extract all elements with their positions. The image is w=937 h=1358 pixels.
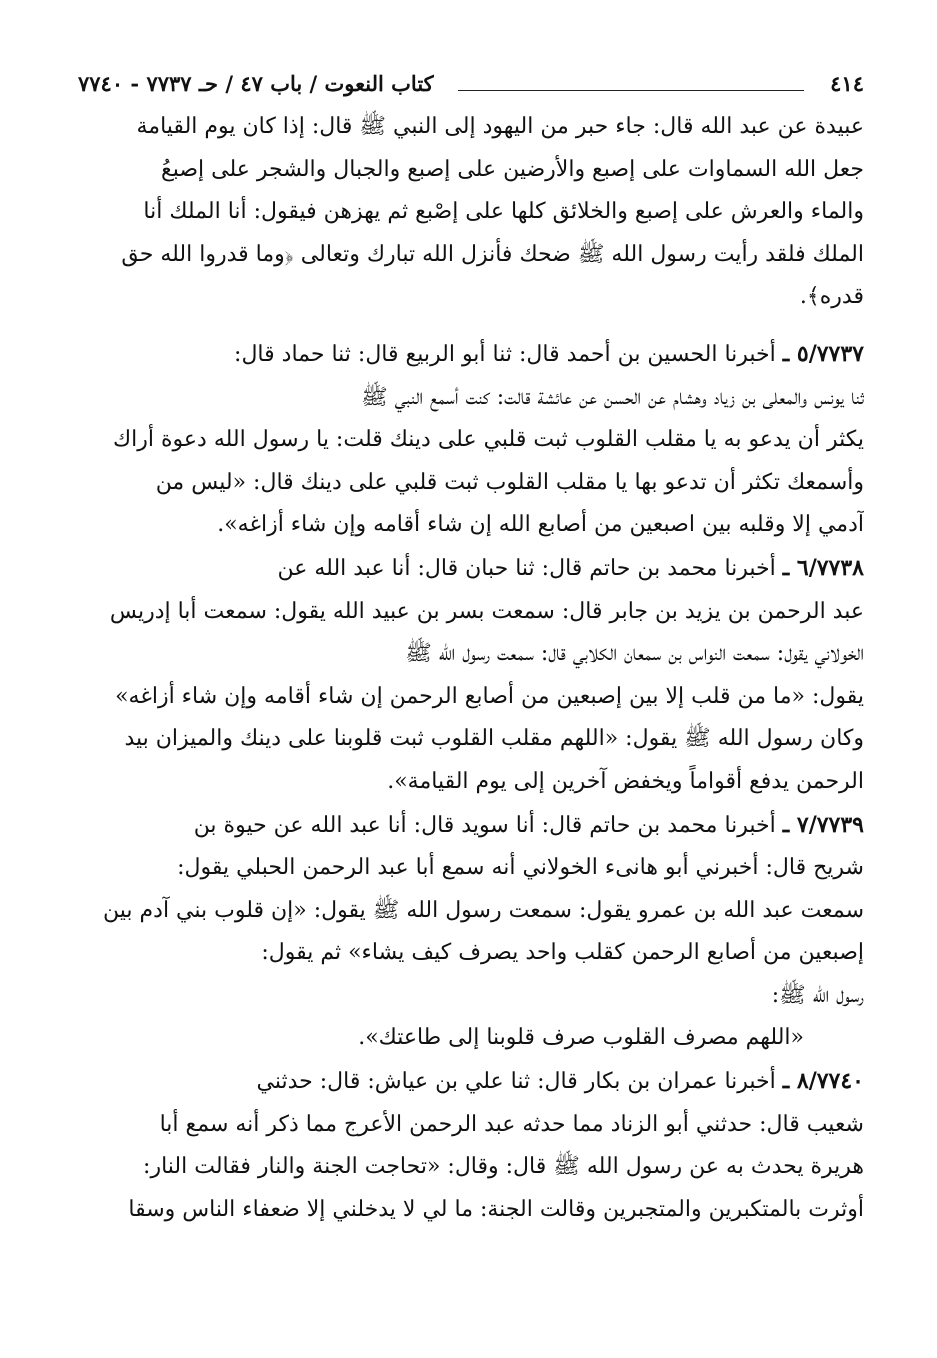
text-line: ثنا يونس والمعلى بن زياد وهشام عن الحسن عن عائشة قالت: كنت أسمع النبي ﷺ — [361, 384, 864, 410]
text-line: أوثرت بالمتكبرين والمتجبرين وقالت الجنة: ما لي لا يدخلني إلا ضعفاء الناس وسقا — [128, 1196, 864, 1222]
text-line: سمعت عبد الله بن عمرو يقول: سمعت رسول الله ﷺ يقول: «إن قلوب بني آدم بين — [103, 897, 864, 923]
text-line — [78, 333, 864, 377]
text-line: الملك فلقد رأيت رسول الله ﷺ ضحك فأنزل الله تبارك وتعالى ﴿وما قدروا الله حق — [121, 241, 864, 267]
text-line — [78, 1060, 864, 1104]
text-line: يقول: «ما من قلب إلا بين إصبعين من أصابع الرحمن إن شاء أقامه وإن شاء أزاغه» — [115, 683, 864, 709]
text-line: الخولاني يقول: سمعت النواس بن سمعان الكلابي قال: سمعت رسول الله ﷺ — [405, 641, 864, 667]
text-line: والماء والعرش على إصبع والخلائق كلها على إصْبع ثم يهزهن فيقول: أنا الملك أنا — [143, 199, 864, 225]
text-line: قدره﴾. — [799, 284, 864, 310]
text-line — [78, 547, 864, 591]
text-line: «اللهم مصرف القلوب صرف قلوبنا إلى طاعتك». — [358, 1025, 804, 1051]
hadith-number: ٧/٧٧٣٩ ـ — [782, 811, 864, 838]
page-body — [78, 106, 864, 1231]
text-line: آدمي إلا وقلبه بين اصبعين من أصابع الله إن شاء أقامه وإن شاء أزاغه». — [217, 512, 864, 538]
header-rule — [458, 90, 804, 91]
text-line: رسول الله ﷺ: — [771, 982, 864, 1008]
text-line: وكان رسول الله ﷺ يقول: «اللهم مقلب القلوب ثبت قلوبنا على دينك والميزان بيد — [124, 726, 864, 752]
hadith-paragraph — [78, 1017, 864, 1060]
text-line: شعيب قال: حدثني أبو الزناد مما حدثه عبد الرحمن الأعرج مما ذكر أنه سمع أبا — [159, 1111, 864, 1137]
running-head: كتاب النعوت / باب ٤٧ / حـ ٧٧٣٧ - ٧٧٤٠ — [78, 71, 434, 96]
text-line — [78, 804, 864, 848]
text-line: الرحمن يدفع أقواماً ويخفض آخرين إلى يوم القيامة». — [387, 768, 864, 794]
page-number: ٤١٤ — [830, 71, 864, 96]
text-line: هريرة يحدث به عن رسول الله ﷺ قال: وقال: «تحاجت الجنة والنار فقالت النار: — [143, 1154, 864, 1180]
hadith-paragraph — [78, 804, 864, 1018]
hadith-paragraph — [78, 1060, 864, 1231]
text-line: عبد الرحمن بن يزيد بن جابر قال: سمعت بسر بن عبيد الله يقول: سمعت أبا إدريس — [109, 598, 864, 624]
line-text: أخبرنا الحسين بن أحمد قال: ثنا أبو الربيع قال: ثنا حماد قال: — [234, 341, 783, 367]
hadith-number: ٦/٧٧٣٨ ـ — [782, 554, 864, 581]
text-line: عبيدة عن عبد الله قال: جاء حبر من اليهود إلى النبي ﷺ قال: إذا كان يوم القيامة — [136, 114, 864, 139]
book-page — [78, 62, 864, 1231]
line-text: أخبرنا محمد بن حاتم قال: ثنا حبان قال: أنا عبد الله عن — [277, 555, 783, 581]
text-line: جعل الله السماوات على إصبع والأرضين على إصبع والجبال والشجر على إصبعُ — [160, 156, 864, 182]
hadith-paragraph — [78, 547, 864, 804]
text-line: شريح قال: أخبرني أبو هانىء الخولاني أنه سمع أبا عبد الرحمن الحبلي يقول: — [177, 855, 864, 881]
line-text: أخبرنا محمد بن حاتم قال: أنا سويد قال: أنا عبد الله عن حيوة بن — [193, 812, 783, 838]
hadith-paragraph — [78, 333, 864, 547]
hadith-number: ٥/٧٧٣٧ ـ — [782, 340, 864, 367]
line-text: أخبرنا عمران بن بكار قال: ثنا علي بن عياش: قال: حدثني — [256, 1069, 783, 1095]
text-line: إصبعين من أصابع الرحمن كقلب واحد يصرف كيف يشاء» ثم يقول: — [261, 940, 864, 966]
hadith-number: ٨/٧٧٤٠ ـ — [782, 1068, 864, 1095]
page-header — [78, 62, 864, 106]
text-line: وأسمعك تكثر أن تدعو بها يا مقلب القلوب ثبت قلبي على دينك قال: «ليس من — [155, 469, 864, 495]
text-line: يكثر أن يدعو به يا مقلب القلوب ثبت قلبي على دينك قلت: يا رسول الله دعوة أراك — [113, 427, 864, 453]
hadith-paragraph — [78, 106, 864, 319]
